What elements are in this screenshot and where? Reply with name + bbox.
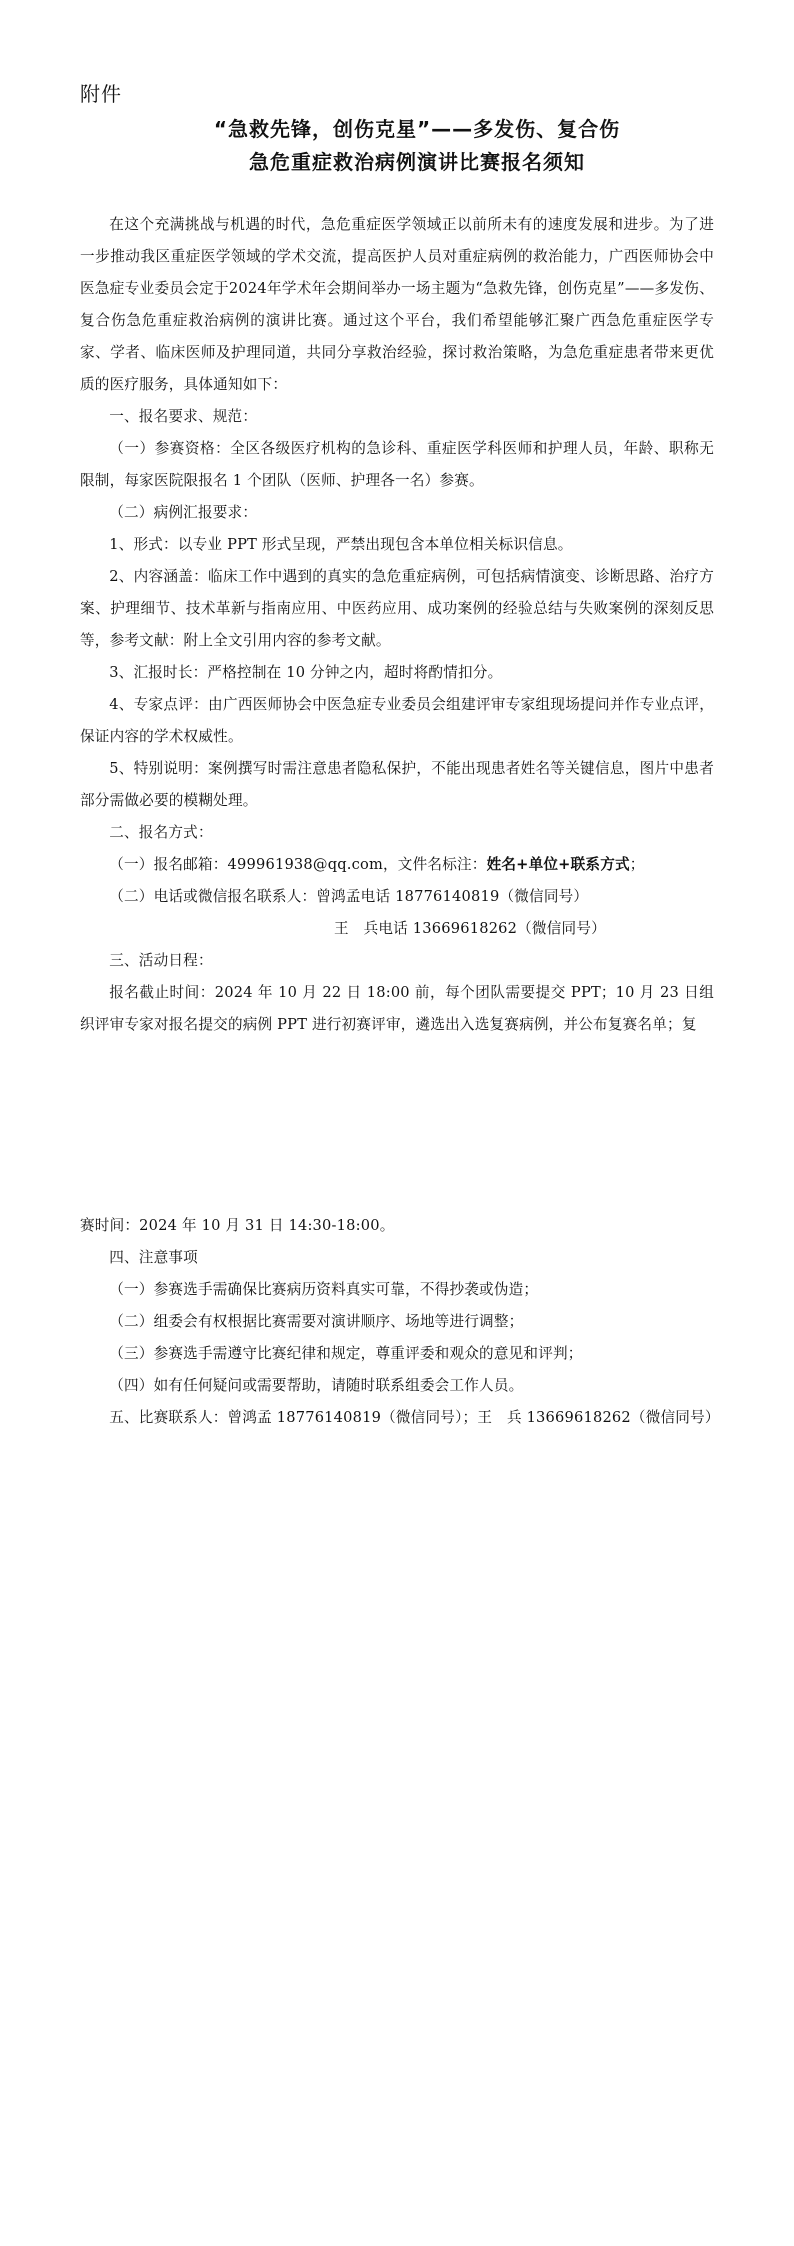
notice-item-4: （四）如有任何疑问或需要帮助，请随时联系组委会工作人员。 [109,1377,524,1394]
section2-heading: 二、报名方式： [109,824,213,841]
registration-email-suffix: ； [629,856,645,873]
intro-paragraph: 在这个充满挑战与机遇的时代，急危重症医学领域正以前所未有的速度发展和进步。为了进一步推动我区重症医学领域的学术交流，提高医护人员对重症病例的救治能力，广西医师协会中医急症专业委员会定于2024年学术年会期间举办一场主题为“急救先锋，创伤克星”——多发伤、复合伤急危重症救治病例的演讲比赛。通过这个平台，我们希望能够汇聚广西急危重症医学专家、学者、临床医师及护理同道，共同分享救治经验，探讨救治策略，为急危重症患者带来更优质的医疗服务，具体通知如下： [80,216,714,393]
document-title-line2: 急危重症救治病例演讲比赛报名须知 [249,150,585,174]
registration-email-text: （一）报名邮箱：499961938@qq.com，文件名标注： [109,856,487,873]
registration-contact-1: （二）电话或微信报名联系人：曾鸿孟电话 18776140819（微信同号） [109,888,589,905]
requirement-point-5: 5、特别说明：案例撰写时需注意患者隐私保护，不能出现患者姓名等关键信息，图片中患者部分需做必要的模糊处理。 [80,760,714,809]
requirement-point-2: 2、内容涵盖：临床工作中遇到的真实的急危重症病例，可包括病情演变、诊断思路、治疗方案、护理细节、技术革新与指南应用、中医药应用、成功案例的经验总结与失败案例的深刻反思等，参考文献：附上全文引用内容的参考文献。 [80,568,714,649]
registration-email [80,849,714,881]
schedule-text-part2: 赛时间：2024 年 10 月 31 日 14:30-18:00。 [80,1217,395,1234]
section1-item1: （一）参赛资格：全区各级医疗机构的急诊科、重症医学科医师和护理人员，年龄、职称无限制，每家医院限报名 1 个团队（医师、护理各一名）参赛。 [80,440,714,489]
document-body [80,209,720,1434]
registration-contact-2: 王 兵电话 13669618262（微信同号） [334,920,606,937]
section1-heading: 一、报名要求、规范： [109,408,258,425]
schedule-text-part1: 报名截止时间：2024 年 10 月 22 日 18:00 前，每个团队需要提交 PPT；10 月 23 日组织评审专家对报名提交的病例 PPT 进行初赛评审，遴选出入选复赛病例，并公布复赛名单；复 [80,984,714,1033]
document-title-line1: “急救先锋，创伤克星”——多发伤、复合伤 [213,117,621,141]
section4-heading: 四、注意事项 [109,1249,198,1266]
page-gap [80,1041,714,1210]
attachment-label: 附件 [80,82,122,106]
requirement-point-3: 3、汇报时长：严格控制在 10 分钟之内，超时将酌情扣分。 [109,664,503,681]
notice-item-2: （二）组委会有权根据比赛需要对演讲顺序、场地等进行调整； [109,1313,524,1330]
notice-item-3: （三）参赛选手需遵守比赛纪律和规定，尊重评委和观众的意见和评判； [109,1345,583,1362]
section5-contacts: 五、比赛联系人：曾鸿孟 18776140819（微信同号）；王 兵 13669618262（微信同号） [109,1409,720,1426]
section1-item2-heading: （二）病例汇报要求： [109,504,258,521]
filename-format: 姓名+单位+联系方式 [486,856,630,873]
section3-heading: 三、活动日程： [109,952,213,969]
requirement-point-4: 4、专家点评：由广西医师协会中医急症专业委员会组建评审专家组现场提问并作专业点评，保证内容的学术权威性。 [80,696,714,745]
notice-item-1: （一）参赛选手需确保比赛病历资料真实可靠，不得抄袭或伪造； [109,1281,539,1298]
requirement-point-1: 1、形式：以专业 PPT 形式呈现，严禁出现包含本单位相关标识信息。 [109,536,573,553]
